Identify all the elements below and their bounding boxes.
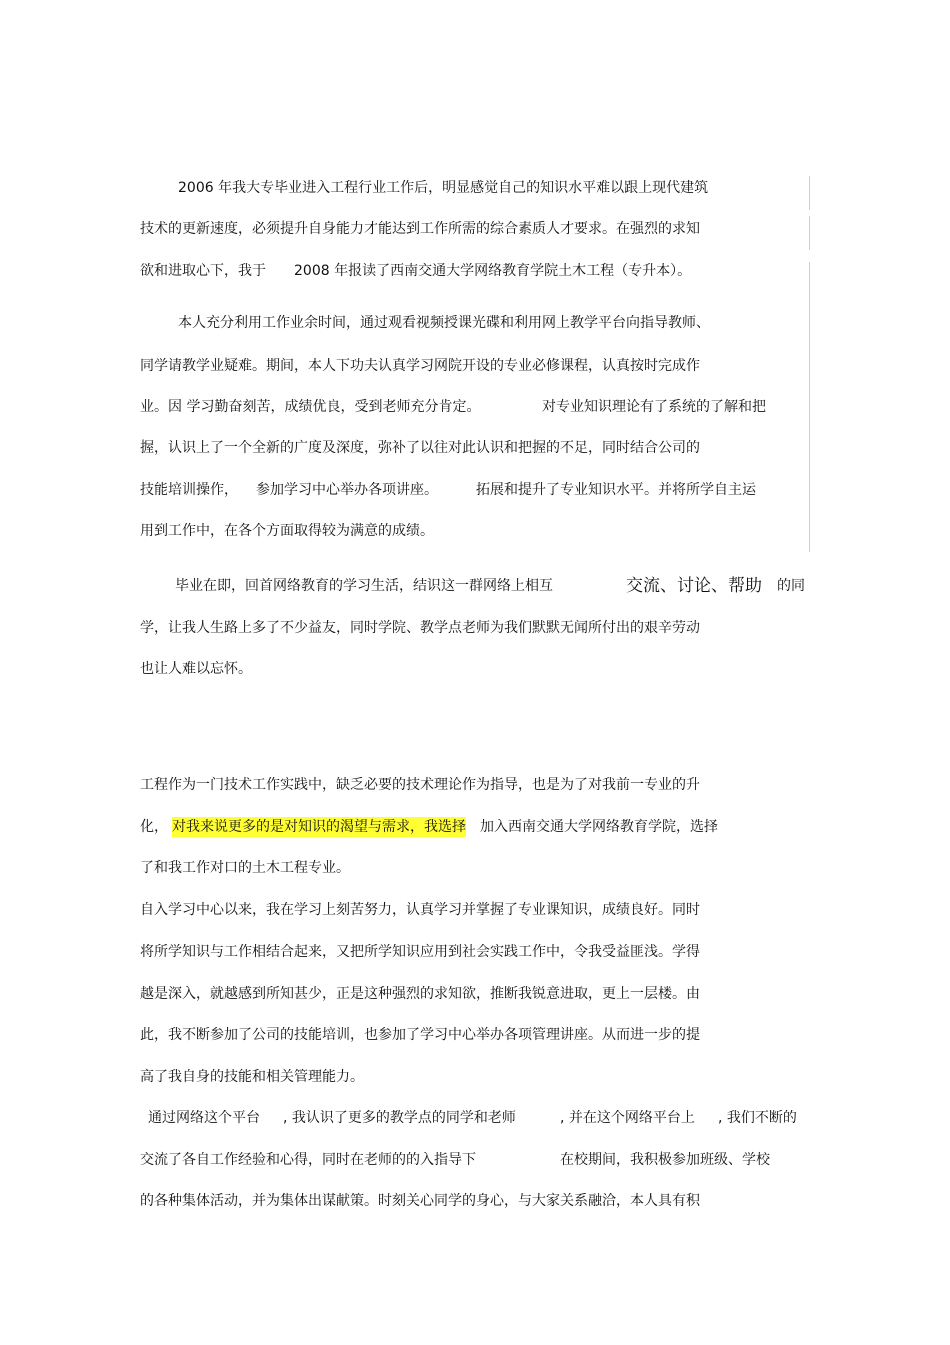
text-line: 对专业知识理论有了系统的了解和把 [542, 399, 766, 415]
text-line: 将所学知识与工作相结合起来，又把所学知识应用到社会实践工作中，令我受益匪浅。学得 [140, 944, 700, 960]
text-line: 同学请教学业疑难。期间，本人下功夫认真学习网院开设的专业必修课程，认真按时完成作 [140, 358, 700, 374]
text-line: 此，我不断参加了公司的技能培训，也参加了学习中心举办各项管理讲座。从而进一步的提 [140, 1027, 700, 1043]
text-line: 化， [140, 819, 168, 835]
text-line: 的各种集体活动，并为集体出谋献策。时刻关心同学的身心，与大家关系融洽，本人具有积 [140, 1193, 700, 1209]
text-line: 在校期间，我积极参加班级、学校 [560, 1152, 770, 1168]
text-line: 工程作为一门技术工作实践中，缺乏必要的技术理论作为指导，也是为了对我前一专业的升 [140, 777, 700, 793]
text-line: 高了我自身的技能和相关管理能力。 [140, 1069, 364, 1085]
text-line: , 我认识了更多的教学点的同学和老师 [283, 1110, 516, 1126]
text-line: 越是深入，就越感到所知甚少，正是这种强烈的求知欲，推断我锐意进取，更上一层楼。由 [140, 986, 700, 1002]
text-line: 学，让我人生路上多了不少益友，同时学院、教学点老师为我们默默无闻所付出的艰辛劳动 [140, 620, 700, 636]
text-line: 也让人难以忘怀。 [140, 661, 252, 677]
text-line: 技术的更新速度，必须提升自身能力才能达到工作所需的综合素质人才要求。在强烈的求知 [140, 221, 700, 237]
text-line: 2008 年报读了西南交通大学网络教育学院土木工程（专升本）。 [294, 263, 692, 279]
text-line: 业。因 学习勤奋刻苦，成绩优良，受到老师充分肯定。 [140, 399, 481, 415]
text-line: , 我们不断的 [718, 1110, 797, 1126]
text-line: 了和我工作对口的土木工程专业。 [140, 860, 350, 876]
text-line: , 并在这个网络平台上 [560, 1110, 695, 1126]
text-line: 通过网络这个平台 [148, 1110, 260, 1126]
text-line: 握，认识上了一个全新的广度及深度，弥补了以往对此认识和把握的不足，同时结合公司的 [140, 440, 700, 456]
text-line: 自入学习中心以来，我在学习上刻苦努力，认真学习并掌握了专业课知识，成绩良好。同时 [140, 902, 700, 918]
margin-line [809, 216, 810, 250]
margin-line [809, 176, 810, 210]
text-line: 加入西南交通大学网络教育学院，选择 [480, 819, 718, 835]
text-line: 欲和进取心下，我于 [140, 263, 266, 279]
text-line: 拓展和提升了专业知识水平。并将所学自主运 [476, 482, 756, 498]
text-line: 参加学习中心举办各项讲座。 [256, 482, 438, 498]
text-line: 交流了各自工作经验和心得，同时在老师的的入指导下 [140, 1152, 476, 1168]
text-line: 用到工作中，在各个方面取得较为满意的成绩。 [140, 523, 434, 539]
highlighted-text: 对我来说更多的是对知识的渴望与需求，我选择 [172, 819, 466, 835]
text-line: 本人充分利用工作业余时间，通过观看视频授课光碟和利用网上教学平台向指导教师、 [178, 315, 710, 331]
text-line-emphasis: 交流、讨论、帮助 [626, 576, 762, 596]
text-line: 的同 [777, 578, 805, 594]
text-line: 2006 年我大专毕业进入工程行业工作后，明显感觉自己的知识水平难以跟上现代建筑 [178, 180, 709, 196]
text-line: 技能培训操作， [140, 482, 238, 498]
text-line: 毕业在即，回首网络教育的学习生活，结识这一群网络上相互 [175, 578, 553, 594]
margin-line [809, 262, 810, 552]
